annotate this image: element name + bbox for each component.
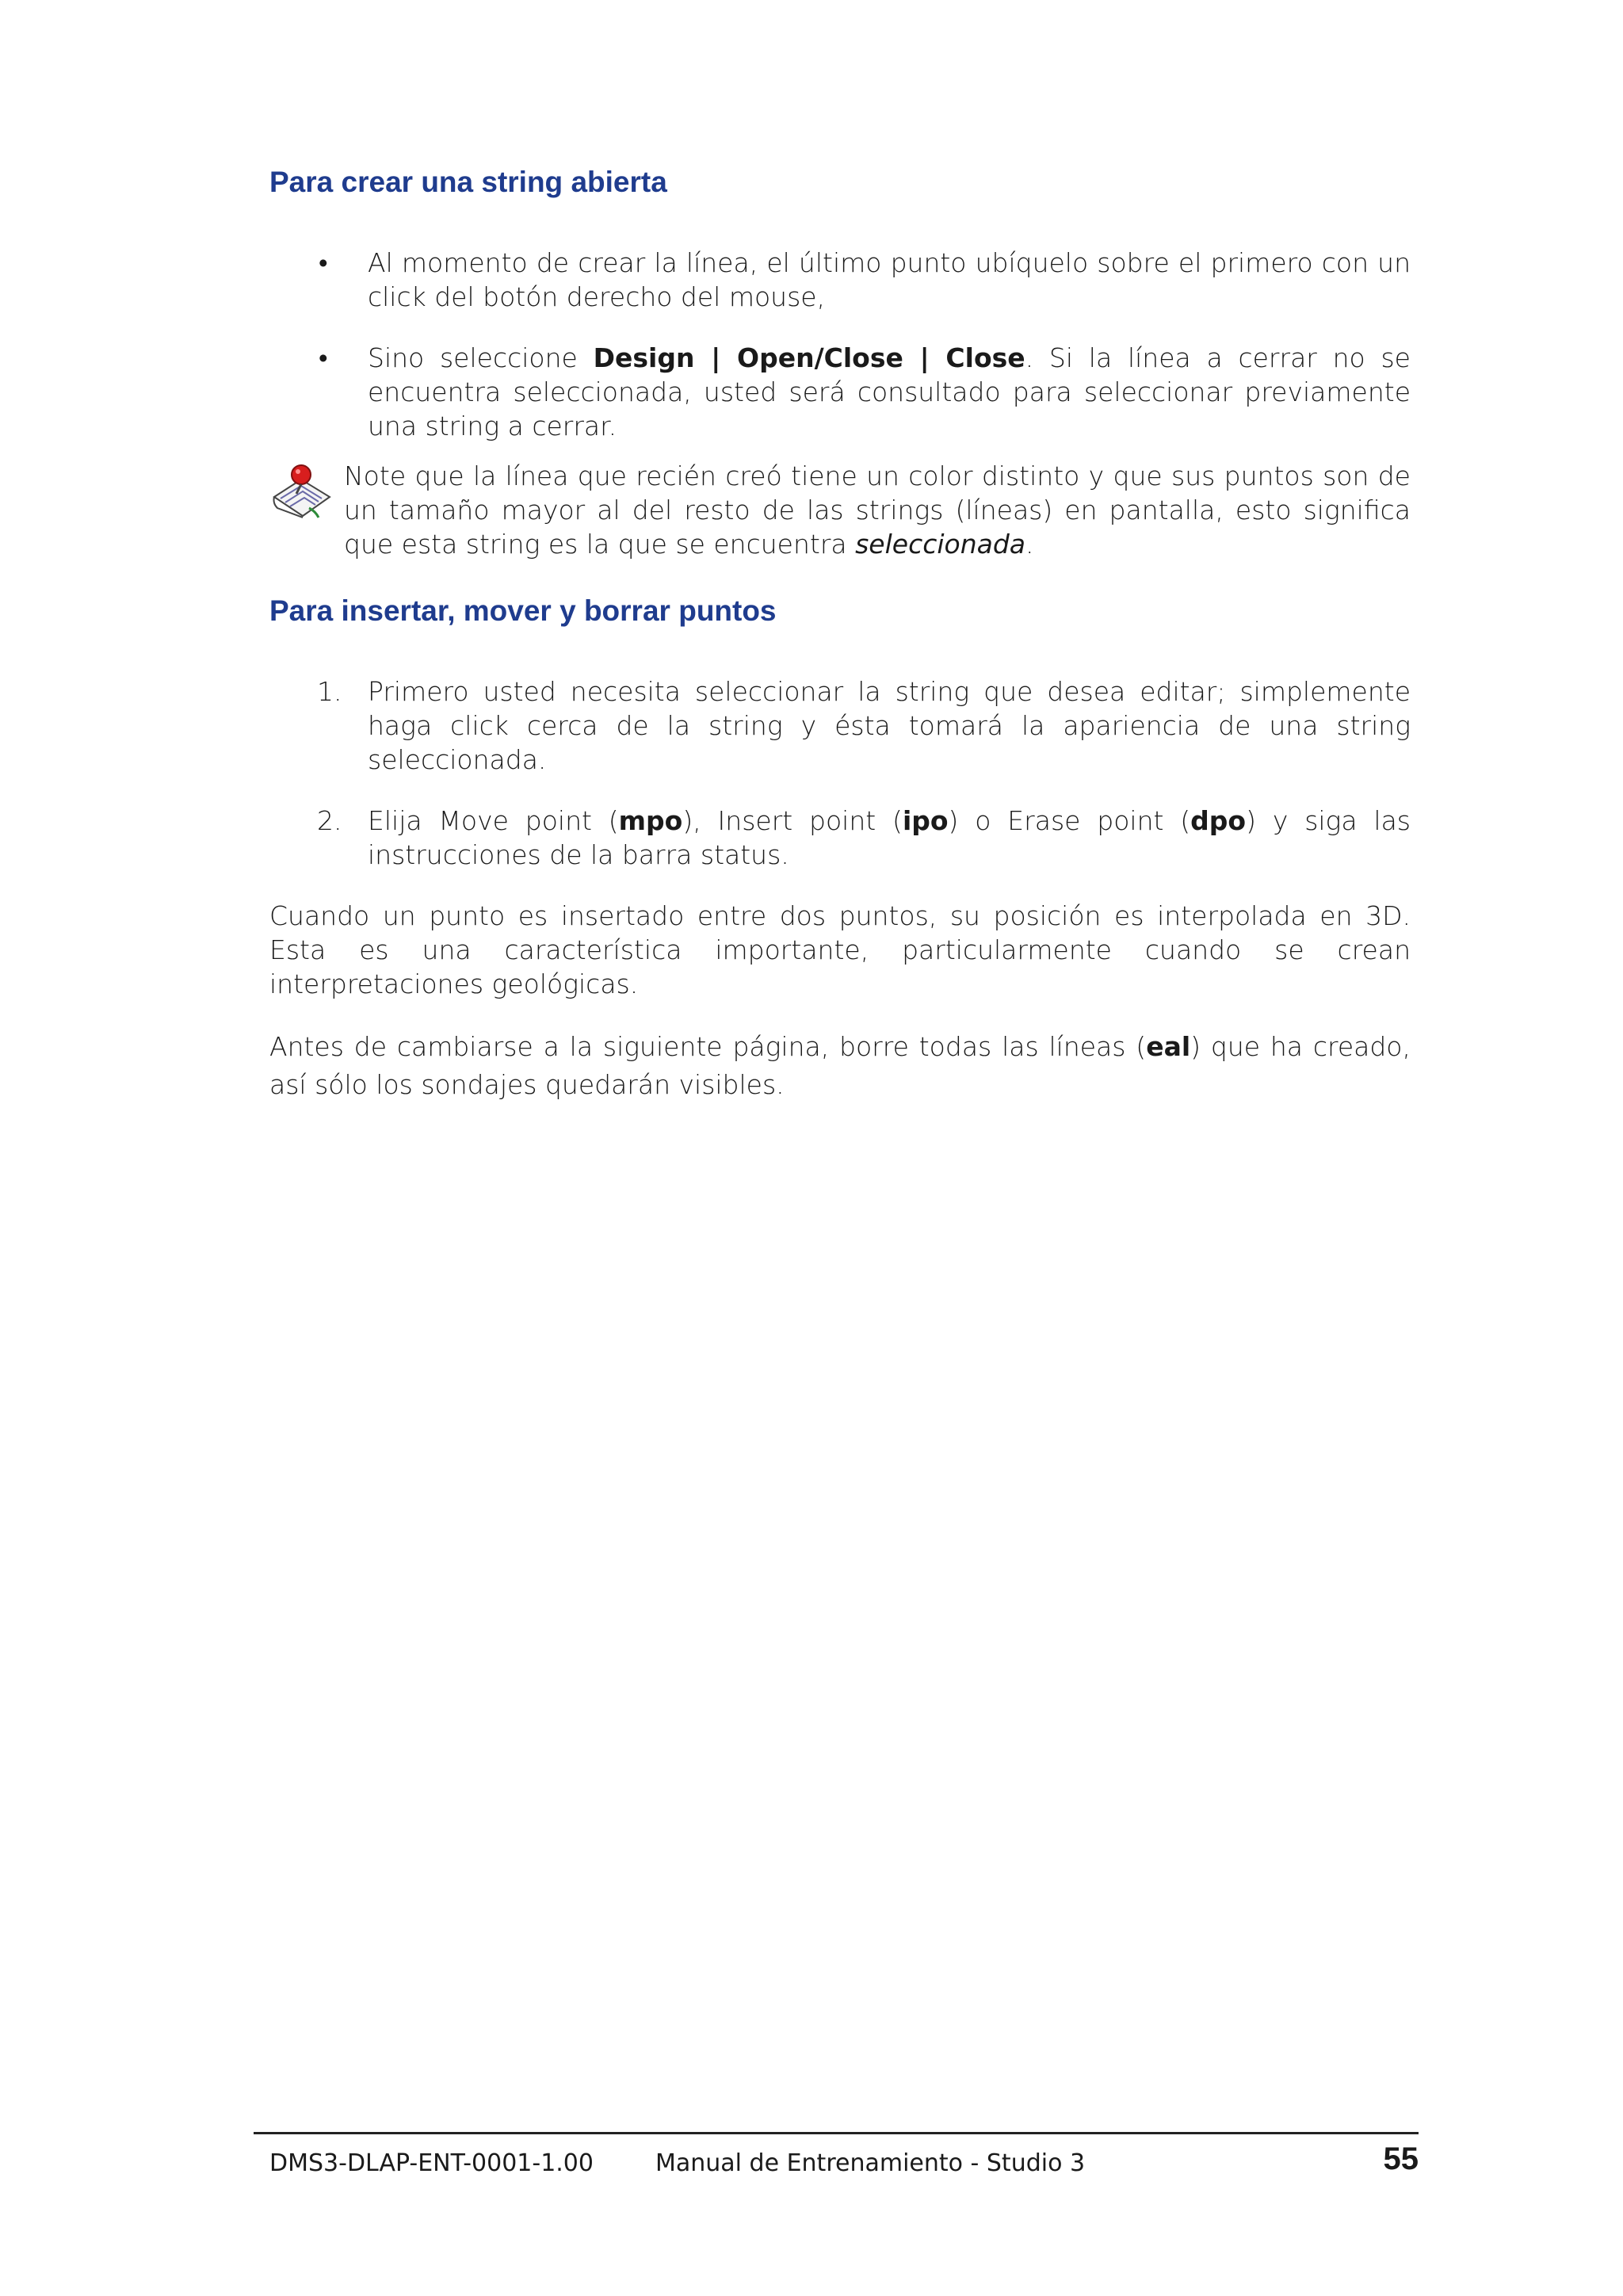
step-number: 1. — [317, 676, 342, 707]
step-number: 2. — [317, 805, 342, 836]
command-code: dpo — [1190, 805, 1247, 836]
menu-path: Design | Open/Close | Close — [593, 342, 1025, 373]
list-item — [269, 674, 1411, 777]
step-text — [368, 804, 1411, 872]
list-item — [269, 246, 1411, 314]
command-code: ipo — [902, 805, 949, 836]
text-run: Sino seleccione — [368, 342, 594, 373]
document-title: Manual de Entrenamiento - Studio 3 — [655, 2149, 1086, 2177]
document-id: DMS3-DLAP-ENT-0001-1.00 — [269, 2149, 594, 2177]
text-run: Elija Move point ( — [368, 805, 619, 836]
text-run: ) o Erase point ( — [948, 805, 1191, 836]
bullet-text — [368, 341, 1411, 443]
paragraph-erase-lines — [269, 1028, 1411, 1104]
bullet-text: Al momento de crear la línea, el último punto ubíquelo sobre el primero con un click del botón derecho del mouse, — [368, 247, 1411, 312]
page-number: 55 — [1383, 2141, 1419, 2176]
step-text: Primero usted necesita seleccionar la string que desea editar; simplemente haga click cerca de la string y ésta tomará la apariencia de una string seleccionada. — [368, 676, 1411, 775]
note-text — [344, 459, 1411, 561]
list-item — [269, 804, 1411, 872]
page-footer — [269, 2141, 1419, 2184]
text-run: ), Insert point ( — [682, 805, 903, 836]
numbered-list — [269, 674, 1411, 872]
paragraph-interpolation: Cuando un punto es insertado entre dos puntos, su posición es interpolada en 3D. Esta es una característica importante, particularmente cuando se crean interpretaciones geológicas. — [269, 900, 1411, 999]
command-code: mpo — [618, 805, 683, 836]
text-run: ) y siga las instrucciones de la barra status. — [368, 805, 1411, 870]
text-run: . — [1025, 529, 1034, 560]
text-run: Note que la línea que recién creó tiene un color distinto y que sus puntos son de un tamaño mayor al del resto de las strings (líneas) en pantalla, esto significa que esta string es la que se encuentra — [344, 460, 1411, 560]
bullet-marker: • — [319, 342, 328, 373]
section-heading-points: Para insertar, mover y borrar puntos — [269, 594, 777, 627]
note-block — [269, 459, 1411, 561]
bullet-marker: • — [319, 247, 328, 278]
command-code: eal — [1146, 1031, 1191, 1062]
pushpin-note-icon — [269, 462, 334, 519]
list-item — [269, 341, 1411, 443]
text-run: ) que ha creado, así sólo los sondajes quedarán visibles. — [269, 1031, 1411, 1100]
text-run: Antes de cambiarse a la siguiente página, borre todas las líneas ( — [269, 1031, 1147, 1062]
italic-term: seleccionada — [855, 529, 1026, 560]
footer-divider — [254, 2132, 1419, 2134]
bullet-list — [269, 246, 1411, 443]
text-run: . Si la línea a cerrar no se encuentra seleccionada, usted será consultado para seleccionar previamente una string a cerrar. — [368, 342, 1411, 441]
page-content — [269, 162, 1411, 1104]
section-heading-open-string: Para crear una string abierta — [269, 166, 667, 198]
